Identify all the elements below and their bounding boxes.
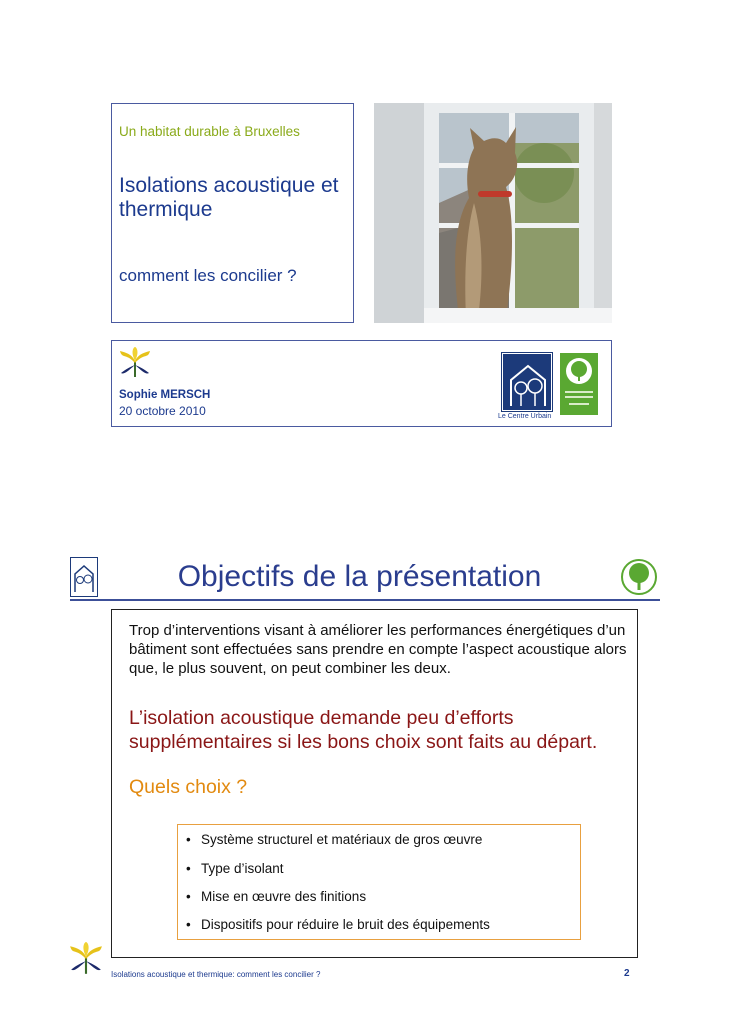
author-name: Sophie MERSCH: [119, 389, 211, 401]
slide-title: Isolations acoustique et thermique: [119, 174, 339, 221]
intro-paragraph: Trop d’interventions visant à améliorer les performances énergétiques d’un bâtiment sont effectuées sans prendre en compte l’aspect acoustique alors que, le plus souvent, on peut combiner les deux.: [129, 622, 627, 677]
choices-list: [177, 824, 581, 940]
author-box: [111, 340, 612, 427]
slide-subtitle: Un habitat durable à Bruxelles: [119, 124, 300, 139]
bruxelles-environnement-logo: [560, 353, 598, 415]
list-item: • Système structurel et matériaux de gros œuvre: [186, 832, 483, 847]
list-item: • Dispositifs pour réduire le bruit des équipements: [186, 917, 490, 932]
centre-urbain-logo: [502, 353, 552, 411]
footer-title: Isolations acoustique et thermique: comment les concilier ?: [111, 970, 321, 979]
presentation-date: 20 octobre 2010: [119, 404, 206, 418]
cat-at-window-photo: [374, 103, 612, 323]
slide-question: comment les concilier ?: [119, 266, 297, 285]
logo-label: Le Centre Urbain: [498, 413, 552, 420]
choices-question: Quels choix ?: [129, 776, 248, 798]
list-item: • Type d’isolant: [186, 861, 284, 876]
slide-title: Objectifs de la présentation: [177, 560, 542, 593]
list-item: • Mise en œuvre des finitions: [186, 889, 367, 904]
key-message: [129, 706, 649, 754]
content-box: [111, 609, 638, 958]
page-number: 2: [624, 968, 630, 979]
iris-logo: [118, 347, 152, 379]
iris-logo: [68, 942, 104, 976]
title-box: [111, 103, 354, 323]
key-message-text: L’isolation acoustique demande peu d’efforts supplémentaires si les bons choix sont faits au départ.: [129, 707, 598, 753]
title-divider: [70, 599, 660, 601]
